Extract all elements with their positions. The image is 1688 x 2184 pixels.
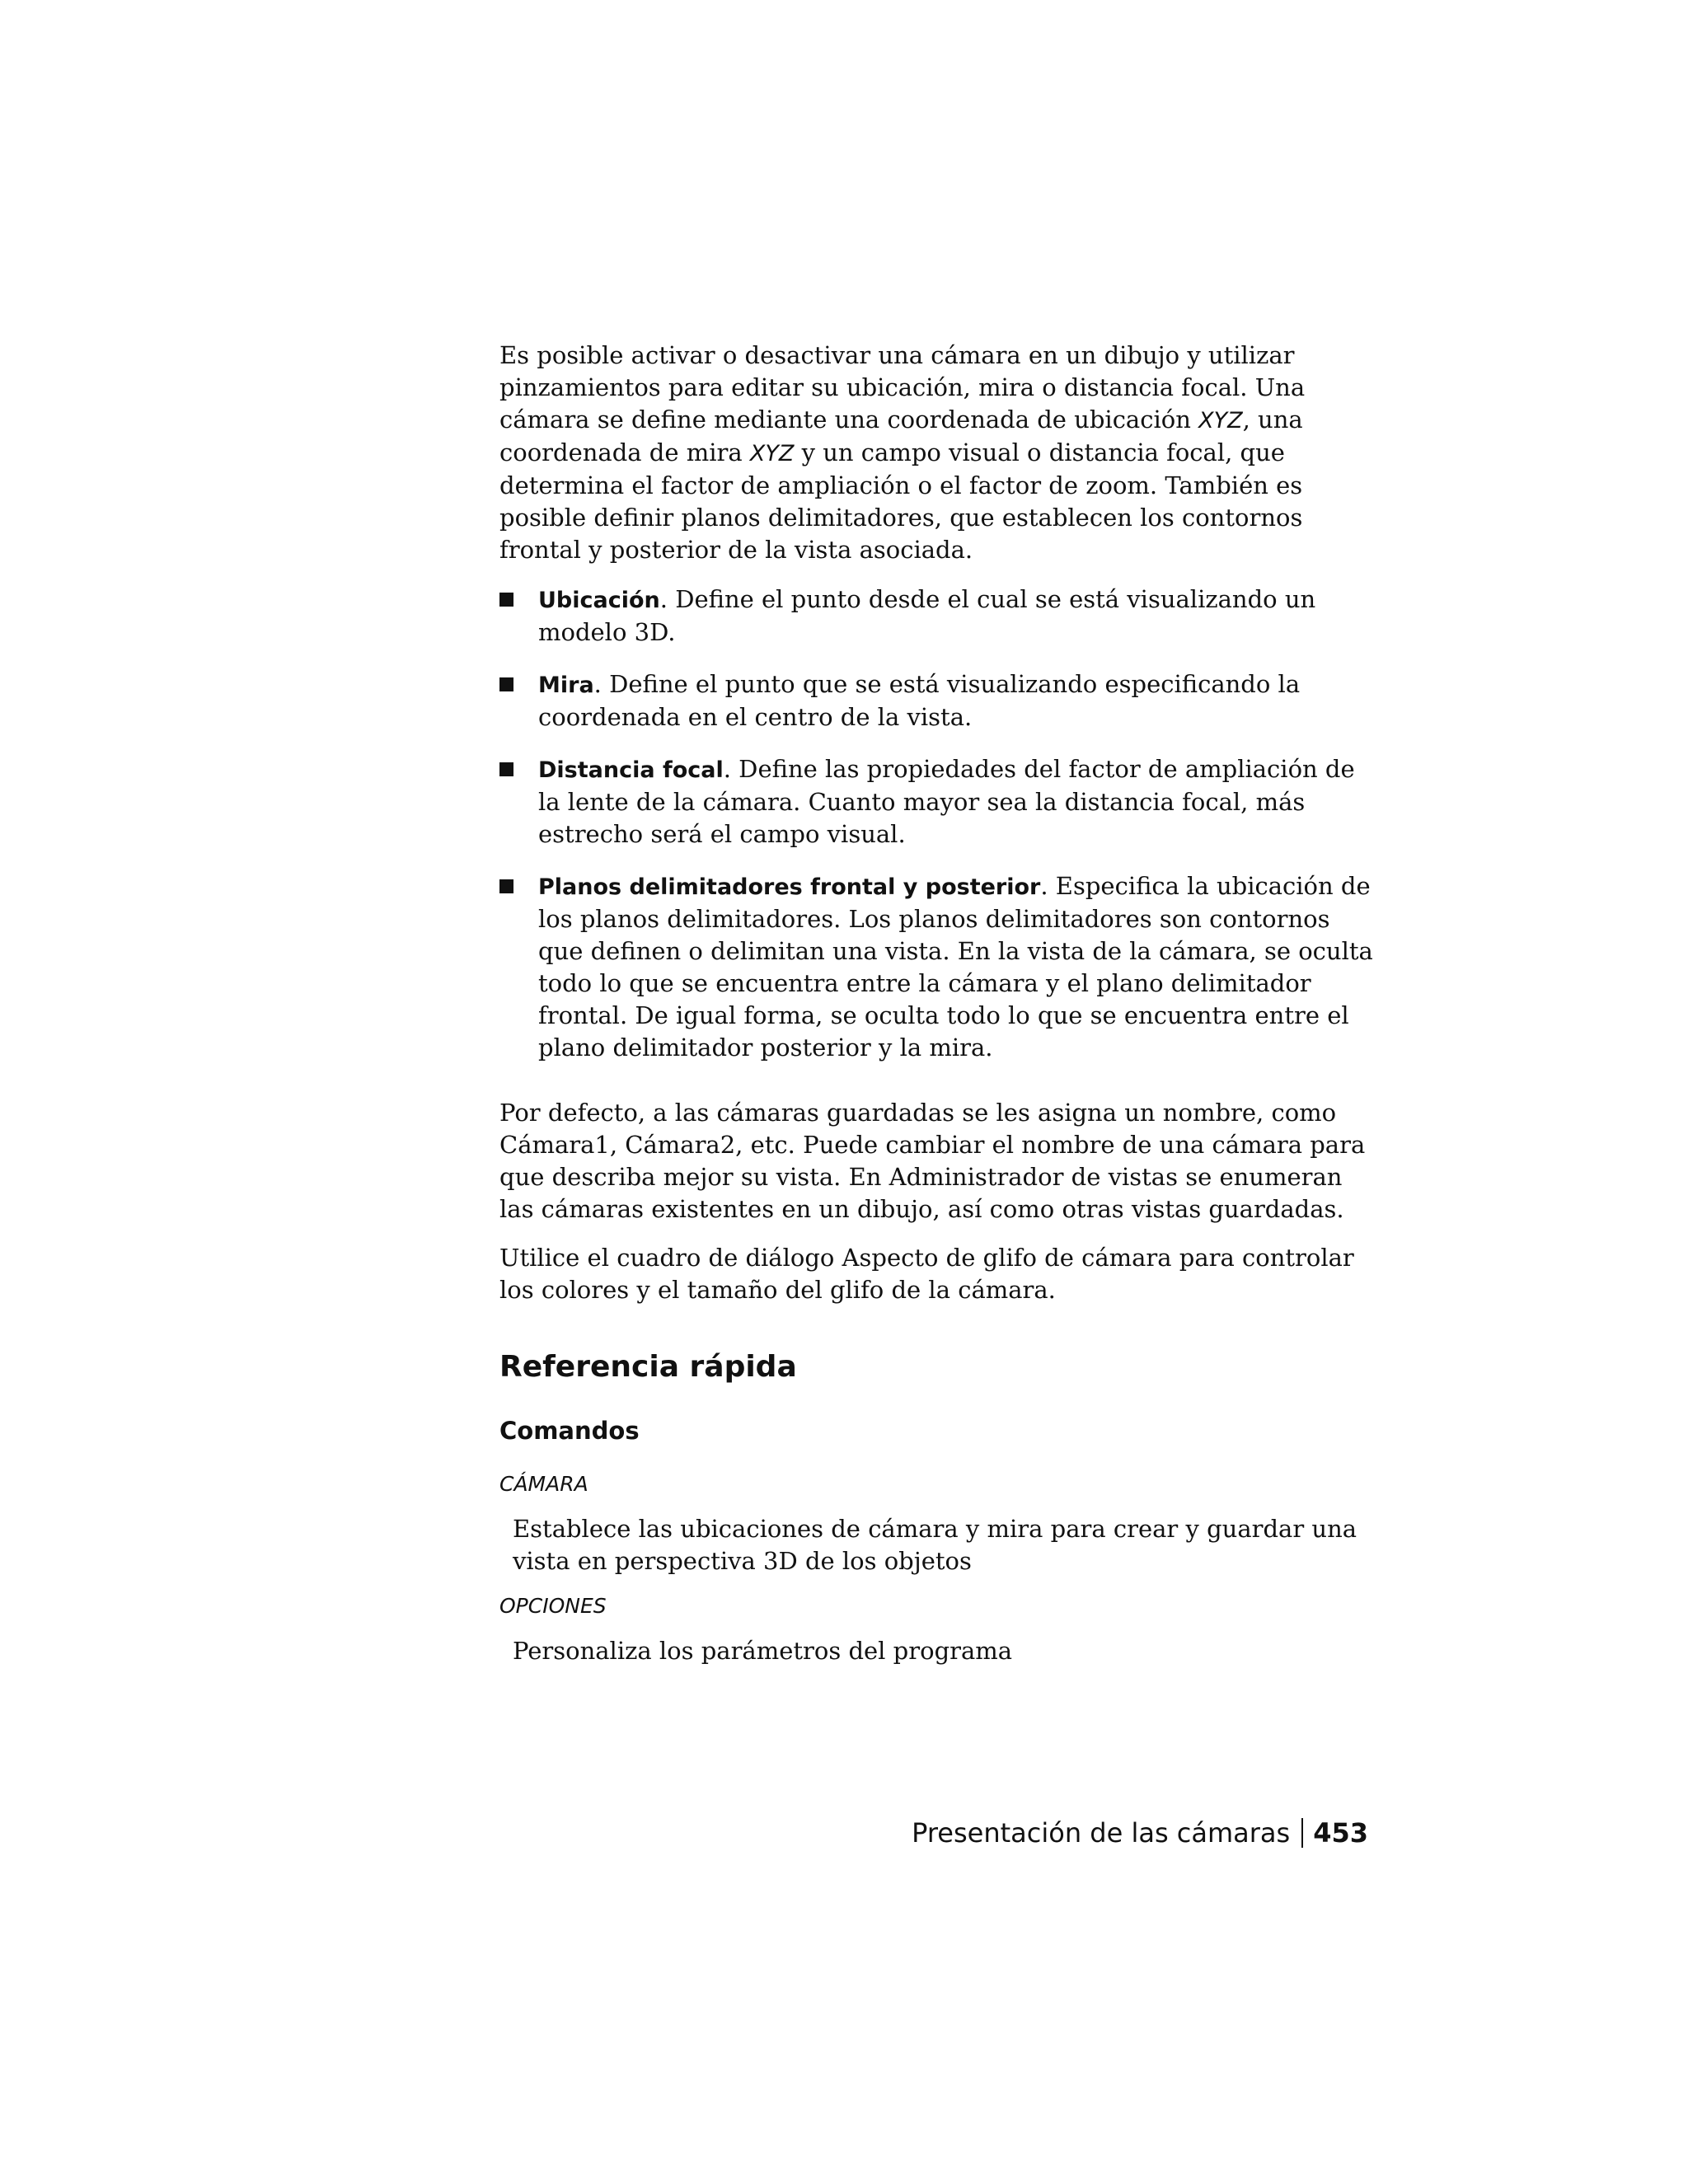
list-item	[499, 583, 1375, 649]
page-content	[499, 340, 1375, 1682]
bullet-text: . Define el punto que se está visualizando especificando la coordenada en el centro de la vista.	[538, 670, 1301, 731]
square-bullet-icon	[499, 879, 513, 893]
bullet-text: . Define el punto desde el cual se está visualizando un modelo 3D.	[538, 585, 1316, 646]
footer-divider	[1301, 1818, 1303, 1848]
bullet-text: . Define las propiedades del factor de ampliación de la lente de la cámara. Cuanto mayor sea la distancia focal, más estrecho será el campo visual.	[538, 755, 1355, 848]
default-names-paragraph: Por defecto, a las cámaras guardadas se les asigna un nombre, como Cámara1, Cámara2, etc. Puede cambiar el nombre de una cámara para que describa mejor su vista. En Administrador de vistas se enumeran las cámaras existentes en un dibujo, así como otras vistas guardadas.	[499, 1099, 1366, 1223]
square-bullet-icon	[499, 677, 513, 691]
command-name: CÁMARA	[499, 1472, 588, 1496]
quick-reference-heading: Referencia rápida	[499, 1350, 797, 1384]
glyph-paragraph: Utilice el cuadro de diálogo Aspecto de glifo de cámara para controlar los colores y el tamaño del glifo de la cámara.	[499, 1244, 1354, 1304]
command-description: Personaliza los parámetros del programa	[513, 1637, 1013, 1665]
list-item	[499, 870, 1375, 1064]
square-bullet-icon	[499, 762, 513, 776]
command-description: Establece las ubicaciones de cámara y mira para crear y guardar una vista en perspectiva 3D de los objetos	[513, 1515, 1357, 1575]
intro-paragraph: Es posible activar o desactivar una cámara en un dibujo y utilizar pinzamientos para editar su ubicación, mira o distancia focal. Una cámara se define mediante una coordenada de ubicación XYZ, una coordenada de mira XYZ y un campo visual o distancia focal, que determina el factor de ampliación o el factor de zoom. También es posible definir planos delimitadores, que establecen los contornos frontal y posterior de la vista asociada.	[499, 341, 1306, 564]
list-item	[499, 753, 1375, 851]
footer-section-title: Presentación de las cámaras	[912, 1817, 1291, 1849]
bullet-text: . Especifica la ubicación de los planos delimitadores. Los planos delimitadores son contornos que definen o delimitan una vista. En la vista de la cámara, se oculta todo lo que se encuentra entre la cámara y el plano delimitador frontal. De igual forma, se oculta todo lo que se encuentra entre el plano delimitador posterior y la mira.	[538, 872, 1373, 1062]
page-footer	[912, 1816, 1368, 1849]
bullet-term: Planos delimitadores frontal y posterior	[538, 874, 1041, 900]
bullet-term: Mira	[538, 673, 594, 698]
page-number: 453	[1313, 1817, 1368, 1849]
list-item	[499, 668, 1375, 733]
bullet-term: Distancia focal	[538, 757, 724, 783]
xyz-term: XYZ	[1198, 408, 1243, 434]
bullet-term: Ubicación	[538, 588, 660, 613]
square-bullet-icon	[499, 593, 513, 607]
camera-properties-list	[499, 583, 1375, 1064]
xyz-term: XYZ	[749, 441, 795, 466]
commands-subheading: Comandos	[499, 1417, 640, 1445]
command-name: OPCIONES	[499, 1594, 607, 1618]
